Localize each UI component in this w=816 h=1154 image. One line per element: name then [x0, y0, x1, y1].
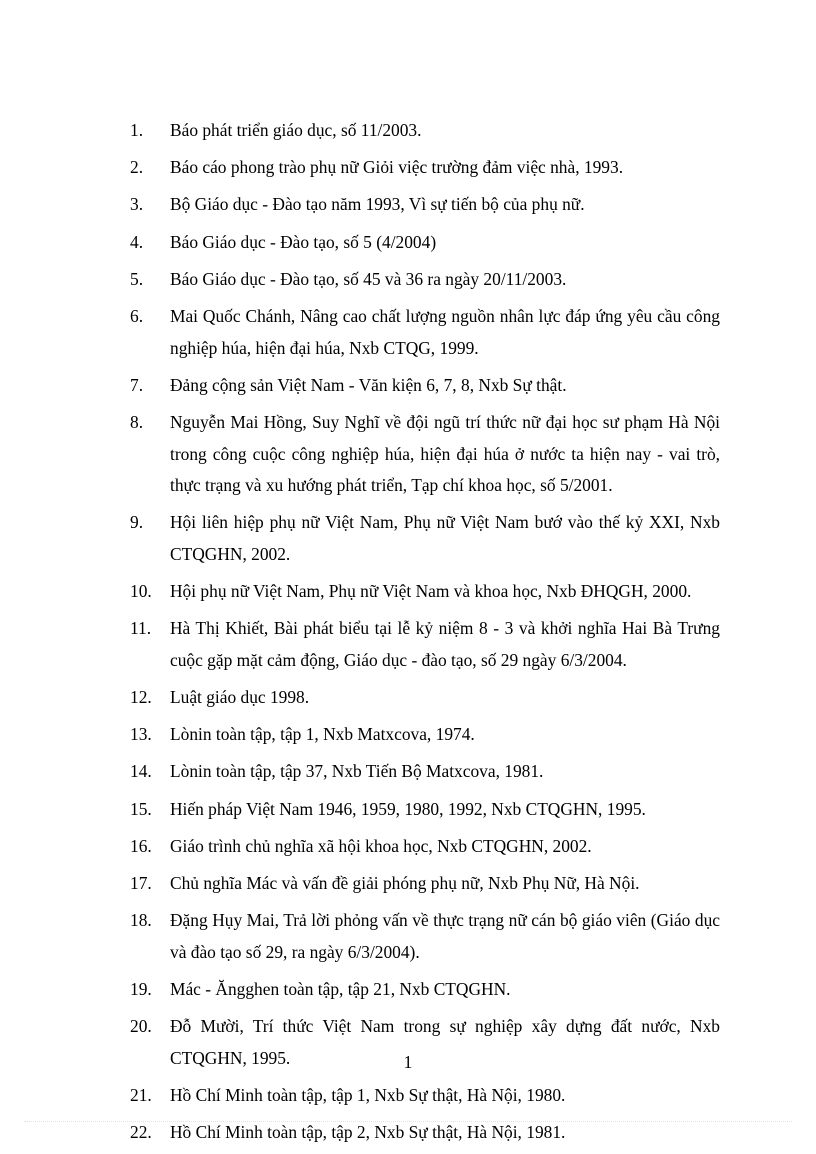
reference-item-11 — [0, 613, 816, 676]
reference-text: Hồ Chí Minh toàn tập, tập 1, Nxb Sự thật, Hà Nội, 1980. — [170, 1084, 566, 1105]
reference-text: Đặng Hụy Mai, Trả lời phỏng vấn về thực trạng nữ cán bộ giáo viên (Giáo dục và đào tạo số 29, ra ngày 6/3/2004). — [170, 910, 720, 962]
reference-number: 14. — [130, 761, 152, 782]
page-edge-divider — [24, 1121, 792, 1122]
reference-item-9 — [0, 507, 816, 570]
reference-number: 3. — [130, 194, 144, 215]
reference-number: 16. — [130, 835, 152, 856]
reference-item-19 — [0, 974, 816, 1006]
reference-number: 5. — [130, 268, 144, 289]
reference-number: 13. — [130, 724, 152, 745]
reference-text: Hồ Chí Minh toàn tập, tập 2, Nxb Sự thật, Hà Nội, 1981. — [170, 1122, 566, 1143]
reference-item-6 — [0, 301, 816, 364]
reference-text: Mác - Ăngghen toàn tập, tập 21, Nxb CTQGHN. — [170, 978, 511, 999]
reference-item-16 — [0, 831, 816, 863]
reference-number: 7. — [130, 374, 144, 395]
reference-number: 6. — [130, 305, 144, 326]
reference-text: Hiến pháp Việt Nam 1946, 1959, 1980, 1992, Nxb CTQGHN, 1995. — [170, 798, 646, 819]
reference-text: Chủ nghĩa Mác và vấn đề giải phóng phụ nữ, Nxb Phụ Nữ, Hà Nội. — [170, 872, 640, 893]
reference-item-8 — [0, 407, 816, 502]
reference-item-14 — [0, 756, 816, 788]
reference-number: 15. — [130, 798, 152, 819]
reference-item-7 — [0, 370, 816, 402]
reference-item-17 — [0, 868, 816, 900]
reference-text: Hội phụ nữ Việt Nam, Phụ nữ Việt Nam và khoa học, Nxb ĐHQGH, 2000. — [170, 581, 692, 602]
reference-list — [0, 115, 816, 1154]
reference-text: Bộ Giáo dục - Đào tạo năm 1993, Vì sự tiến bộ của phụ nữ. — [170, 194, 585, 215]
reference-item-21 — [0, 1080, 816, 1112]
reference-item-12 — [0, 682, 816, 714]
reference-text: Luật giáo dục 1998. — [170, 687, 310, 708]
reference-number: 17. — [130, 872, 152, 893]
reference-number: 21. — [130, 1084, 152, 1105]
reference-number: 18. — [130, 910, 152, 931]
reference-number: 4. — [130, 231, 144, 252]
reference-number: 2. — [130, 157, 144, 178]
reference-text: Lònin toàn tập, tập 37, Nxb Tiến Bộ Matxcova, 1981. — [170, 761, 544, 782]
reference-text: Đảng cộng sản Việt Nam - Văn kiện 6, 7, 8, Nxb Sự thật. — [170, 374, 567, 395]
reference-number: 10. — [130, 581, 152, 602]
reference-item-2 — [0, 152, 816, 184]
reference-item-15 — [0, 794, 816, 826]
reference-text: Đỗ Mười, Trí thức Việt Nam trong sự nghiệp xây dựng đất nước, Nxb CTQGHN, 1995. — [170, 1016, 720, 1068]
reference-text: Mai Quốc Chánh, Nâng cao chất lượng nguồn nhân lực đáp ứng yêu cầu công nghiệp húa, hiện đại húa, Nxb CTQG, 1999. — [170, 305, 720, 358]
reference-text: Nguyễn Mai Hồng, Suy Nghĩ về đội ngũ trí thức nữ đại học sư phạm Hà Nội trong công cuộc công nghiệp húa, hiện đại húa ở nước ta hiện nay - vai trò, thực trạng và xu hướng phát triển, Tạp chí khoa học, số 5/2001. — [170, 411, 720, 496]
reference-item-5 — [0, 264, 816, 296]
reference-text: Hà Thị Khiết, Bài phát biểu tại lễ kỷ niệm 8 - 3 và khởi nghĩa Hai Bà Trưng cuộc gặp mặt cảm động, Giáo dục - đào tạo, số 29 ngày 6/3/2004. — [170, 618, 720, 670]
reference-number: 19. — [130, 978, 152, 999]
page-number: 1 — [403, 1052, 413, 1072]
reference-text: Báo cáo phong trào phụ nữ Giỏi việc trường đảm việc nhà, 1993. — [170, 157, 624, 178]
reference-text: Giáo trình chủ nghĩa xã hội khoa học, Nxb CTQGHN, 2002. — [170, 835, 592, 856]
reference-item-1 — [0, 115, 816, 147]
reference-number: 11. — [130, 618, 152, 639]
reference-text: Báo Giáo dục - Đào tạo, số 45 và 36 ra ngày 20/11/2003. — [170, 268, 567, 289]
reference-number: 1. — [130, 120, 144, 140]
reference-item-13 — [0, 719, 816, 751]
reference-item-3 — [0, 189, 816, 221]
reference-number: 9. — [130, 512, 144, 533]
reference-item-10 — [0, 576, 816, 608]
reference-text: Báo phát triển giáo dục, số 11/2003. — [170, 120, 422, 140]
reference-item-18 — [0, 905, 816, 968]
reference-text: Lònin toàn tập, tập 1, Nxb Matxcova, 1974. — [170, 724, 475, 745]
reference-text: Báo Giáo dục - Đào tạo, số 5 (4/2004) — [170, 231, 437, 252]
reference-item-4 — [0, 227, 816, 259]
reference-number: 22. — [130, 1122, 152, 1143]
reference-number: 20. — [130, 1016, 152, 1037]
reference-text: Hội liên hiệp phụ nữ Việt Nam, Phụ nữ Việt Nam bướ vào thế kỷ XXI, Nxb CTQGHN, 2002. — [170, 512, 720, 564]
reference-number: 12. — [130, 687, 152, 708]
reference-number: 8. — [130, 411, 144, 432]
